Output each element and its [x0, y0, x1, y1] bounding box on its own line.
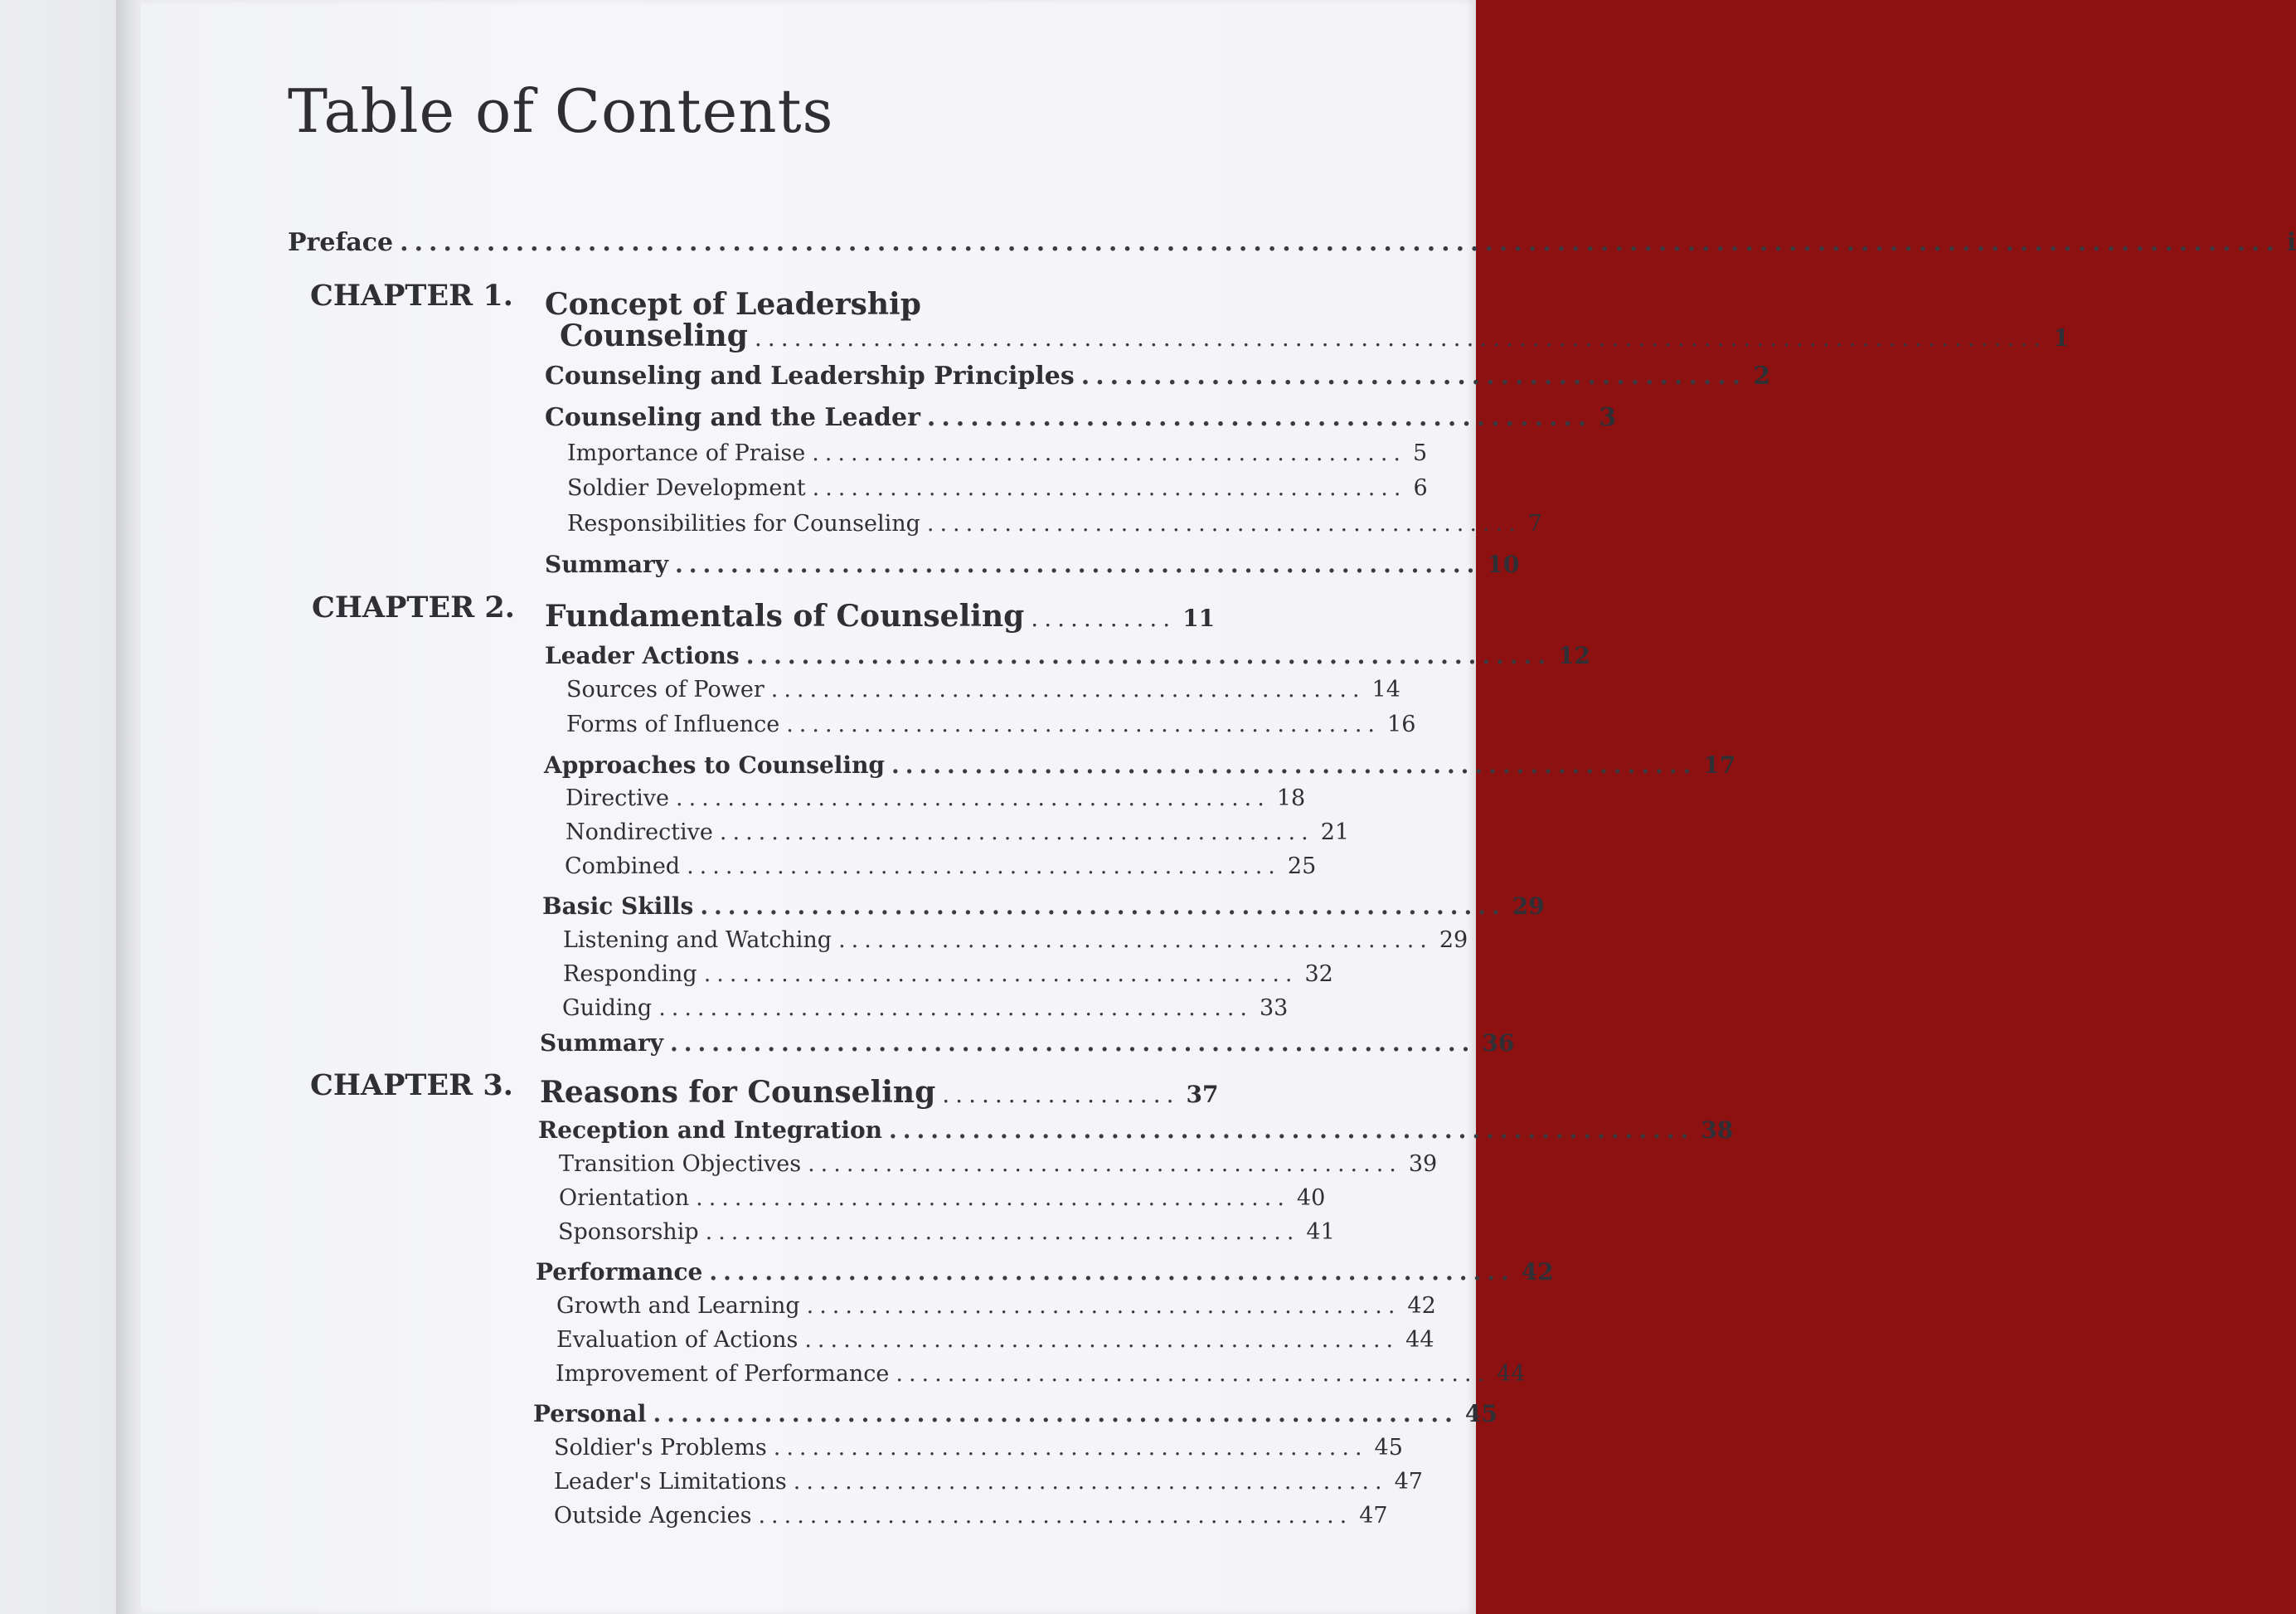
toc-entry-label: Forms of Influence — [566, 712, 780, 737]
toc-entry-label: Growth and Learning — [556, 1293, 800, 1319]
toc-entry-label: Responding — [563, 961, 697, 987]
chapter-title[interactable]: Concept of Leadership — [545, 287, 921, 322]
toc-subentry[interactable] — [567, 440, 1428, 466]
toc-entry-label: Summary — [540, 1029, 663, 1057]
dot-leader: .............................................. — [658, 995, 1253, 1021]
dot-leader: .......................................................... — [675, 551, 1481, 578]
toc-page-number: 41 — [1306, 1219, 1335, 1245]
toc-subentry[interactable] — [566, 785, 1306, 811]
toc-page-number: 3 — [1599, 403, 1617, 432]
dot-leader: .............................................. — [808, 1151, 1402, 1177]
toc-page-number: 42 — [1521, 1258, 1554, 1286]
toc-entry[interactable] — [545, 551, 1520, 578]
toc-entry[interactable] — [545, 642, 1591, 669]
toc-page-number: 47 — [1394, 1469, 1423, 1495]
toc-entry-label: Combined — [565, 853, 681, 879]
toc-entry-label: Counseling and Leadership Principles — [545, 362, 1075, 391]
toc-entry-label: Transition Objectives — [559, 1151, 802, 1177]
chapter-label: CHAPTER 3. — [310, 1068, 513, 1102]
toc-entry-label: Reception and Integration — [538, 1116, 882, 1144]
toc-entry-label: Guiding — [562, 995, 653, 1021]
toc-entry[interactable] — [540, 1029, 1515, 1057]
toc-entry-label: Soldier's Problems — [554, 1435, 767, 1461]
toc-page-number: 45 — [1464, 1400, 1497, 1427]
toc-page-number: 47 — [1359, 1503, 1388, 1529]
dot-leader: .............................................. — [812, 440, 1407, 466]
toc-entry[interactable] — [544, 751, 1736, 779]
toc-page-number: 40 — [1296, 1185, 1326, 1211]
toc-subentry[interactable] — [559, 1185, 1326, 1211]
toc-page-number: 12 — [1558, 642, 1591, 669]
chapter-label: CHAPTER 1. — [310, 279, 513, 313]
toc-page-number: 36 — [1482, 1029, 1515, 1057]
dot-leader: ........... — [1031, 605, 1177, 632]
toc-entry-label: Approaches to Counseling — [544, 751, 886, 779]
toc-page-number: 21 — [1320, 819, 1350, 845]
page-title: Table of Contents — [288, 76, 834, 146]
dot-leader: .............................................. — [806, 1293, 1401, 1319]
dot-leader: .............................................. — [676, 785, 1270, 811]
dot-leader: .............................................. — [793, 1469, 1388, 1495]
toc-entry-preface[interactable] — [288, 228, 2296, 257]
toc-entry[interactable] — [533, 1400, 1497, 1427]
dot-leader: .......................................................... — [891, 751, 1697, 779]
toc-page-number: 25 — [1287, 853, 1317, 879]
dot-leader: .......................................................... — [888, 1116, 1695, 1144]
dot-leader: .......................................................... — [670, 1029, 1476, 1057]
toc-entry-label: Responsibilities for Counseling — [567, 511, 920, 537]
toc-page-number: 10 — [1487, 551, 1520, 578]
dot-leader: .............................................. — [705, 1219, 1300, 1245]
toc-page-number: 45 — [1374, 1435, 1403, 1461]
toc-page-number: 42 — [1407, 1293, 1436, 1319]
toc-subentry[interactable] — [566, 712, 1416, 737]
toc-entry-label: Evaluation of Actions — [556, 1327, 799, 1353]
toc-subentry[interactable] — [566, 677, 1400, 702]
chapter-title-continued: Counseling — [560, 318, 748, 353]
dot-leader: .......................................................... — [653, 1400, 1459, 1427]
toc-entry-label: Sponsorship — [558, 1219, 699, 1245]
toc-subentry[interactable] — [554, 1469, 1423, 1495]
toc-entry-label: Improvement of Performance — [556, 1361, 890, 1387]
toc-entry-label: Summary — [545, 551, 668, 578]
toc-entry[interactable] — [545, 403, 1617, 432]
chapter-title: Fundamentals of Counseling — [545, 599, 1025, 634]
toc-subentry[interactable] — [565, 853, 1317, 879]
toc-subentry[interactable] — [562, 995, 1289, 1021]
dot-leader: .......................................................... — [709, 1258, 1515, 1286]
dot-leader: .............................................. — [926, 403, 1593, 432]
toc-subentry[interactable] — [567, 511, 1542, 537]
toc-page-number: 37 — [1186, 1081, 1219, 1108]
toc-entry-chapter-2[interactable] — [545, 599, 1216, 634]
toc-subentry[interactable] — [556, 1327, 1434, 1353]
toc-subentry[interactable] — [559, 1151, 1438, 1177]
toc-page-number: 33 — [1259, 995, 1289, 1021]
toc-subentry[interactable] — [556, 1293, 1436, 1319]
toc-entry-chapter-3[interactable] — [540, 1075, 1219, 1110]
toc-page-number: 44 — [1497, 1361, 1526, 1387]
toc-page-number: 38 — [1701, 1116, 1734, 1144]
toc-subentry[interactable] — [554, 1503, 1388, 1529]
toc-subentry[interactable] — [567, 475, 1428, 501]
toc-subentry[interactable] — [566, 819, 1350, 845]
toc-page-number: 18 — [1276, 785, 1306, 811]
dot-leader: .............................................. — [719, 819, 1314, 845]
dot-leader: .............................................. — [838, 927, 1433, 953]
dot-leader: .............................................. — [786, 712, 1381, 737]
dot-leader: .......................................................... — [745, 642, 1552, 669]
toc-page-number: 44 — [1405, 1327, 1434, 1353]
toc-page-number: 14 — [1371, 677, 1400, 702]
toc-entry-label: Leader Actions — [545, 642, 740, 669]
dot-leader: .................................................................................................................................. — [400, 228, 2280, 257]
toc-subentry[interactable] — [563, 961, 1333, 987]
dot-leader: .............................................. — [1080, 362, 1747, 391]
toc-page-number: 11 — [1182, 605, 1216, 632]
toc-page-number: 5 — [1413, 440, 1428, 466]
toc-entry-chapter-1[interactable] — [560, 318, 2070, 353]
toc-entry[interactable] — [545, 362, 1771, 391]
toc-page-number: 2 — [1753, 362, 1771, 391]
dot-leader: .............................................. — [758, 1503, 1353, 1529]
toc-entry-label: Counseling and the Leader — [545, 403, 920, 432]
toc-page-number: 32 — [1304, 961, 1333, 987]
toc-entry-label: Preface — [288, 228, 394, 257]
toc-entry-label: Performance — [536, 1258, 703, 1286]
toc-entry-label: Basic Skills — [542, 892, 694, 920]
toc-entry-label: Importance of Praise — [567, 440, 806, 466]
dot-leader: .............................................. — [687, 853, 1281, 879]
toc-page-number: 29 — [1439, 927, 1468, 953]
dot-leader: .................. — [942, 1081, 1180, 1108]
dot-leader: .............................................. — [703, 961, 1298, 987]
toc-subentry[interactable] — [556, 1361, 1526, 1387]
toc-entry-label: Outside Agencies — [554, 1503, 752, 1529]
toc-entry-label: Soldier Development — [567, 475, 806, 501]
toc-page-number: 7 — [1527, 511, 1542, 537]
dot-leader: .............................................. — [770, 677, 1366, 702]
toc-page-number: 29 — [1512, 892, 1545, 920]
toc-entry-label: Sources of Power — [566, 677, 765, 702]
dot-leader: .............................................. — [926, 511, 1522, 537]
chapter-title: Reasons for Counseling — [540, 1075, 936, 1110]
dot-leader: .............................................. — [696, 1185, 1290, 1211]
toc-subentry[interactable] — [554, 1435, 1403, 1461]
toc-entry-label: Listening and Watching — [563, 927, 832, 953]
toc-entry-label: Nondirective — [566, 819, 713, 845]
toc-subentry[interactable] — [558, 1219, 1335, 1245]
toc-entry-label: Leader's Limitations — [554, 1469, 787, 1495]
dot-leader: .............................................. — [896, 1361, 1491, 1387]
dot-leader: .............................................. — [804, 1327, 1400, 1353]
toc-entry[interactable] — [542, 892, 1545, 920]
toc-entry-label: Directive — [566, 785, 670, 811]
toc-page-number: 1 — [2053, 324, 2070, 352]
toc-entry-label: Personal — [533, 1400, 647, 1427]
toc-entry[interactable] — [536, 1258, 1554, 1286]
toc-page-number: 6 — [1413, 475, 1428, 501]
toc-entry[interactable] — [538, 1116, 1734, 1144]
dot-leader: .................................................................................................. — [754, 324, 2047, 352]
toc-subentry[interactable] — [563, 927, 1468, 953]
toc-entry-label: Orientation — [559, 1185, 690, 1211]
toc-page-number: 16 — [1387, 712, 1416, 737]
chapter-label: CHAPTER 2. — [312, 591, 515, 625]
toc-page-number: 17 — [1703, 751, 1736, 779]
dot-leader: .............................................. — [812, 475, 1407, 501]
toc-page-number: 39 — [1408, 1151, 1438, 1177]
dot-leader: .......................................................... — [700, 892, 1506, 920]
toc-page-number: i — [2286, 228, 2296, 257]
dot-leader: .............................................. — [773, 1435, 1368, 1461]
